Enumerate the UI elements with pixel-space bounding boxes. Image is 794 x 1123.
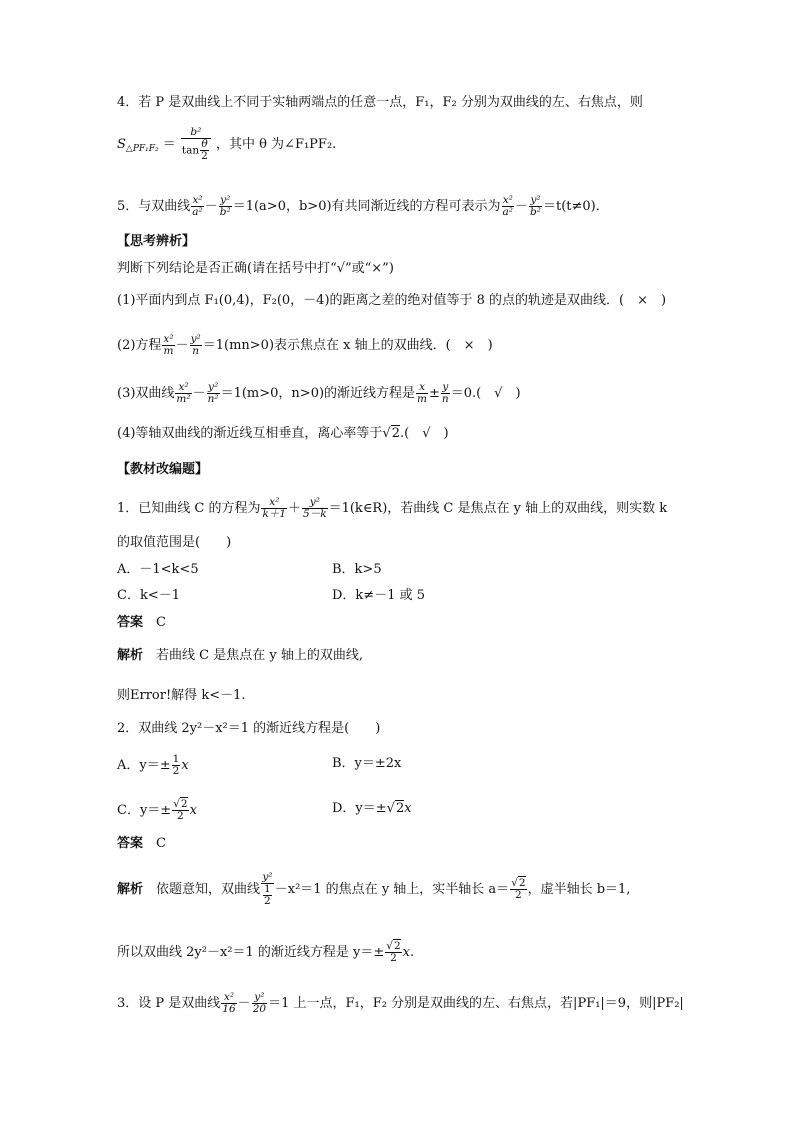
p3-tail: ＝1 上一点，F₁，F₂ 分别是双曲线的左、右焦点，若|PF₁|＝9，则|PF₂| bbox=[268, 996, 684, 1011]
sol-pre: 依题意知，双曲线 bbox=[156, 882, 261, 897]
question-3 bbox=[117, 382, 521, 405]
p2-option-d: D．y＝±√2x bbox=[332, 801, 412, 816]
q3-mid: ＝1(m>0，n>0)的渐近线方程是 bbox=[220, 386, 416, 401]
den: k＋1 bbox=[262, 508, 287, 520]
den: 5－k bbox=[303, 508, 327, 520]
area-fraction bbox=[181, 127, 211, 162]
heading-textbook: 【教材改编题】 bbox=[117, 462, 209, 477]
area-symbol: S bbox=[117, 137, 126, 152]
p1-solution bbox=[117, 646, 363, 666]
y2-over-5k bbox=[302, 497, 328, 520]
sqrt-2: 2 bbox=[391, 426, 400, 441]
p2-option-b: B．y＝±2x bbox=[332, 756, 402, 771]
sqrt-2: 2 bbox=[395, 801, 405, 816]
minus: － bbox=[515, 199, 529, 214]
den: m bbox=[163, 345, 174, 357]
item-5-mid: ＝1(a>0，b>0)有共同渐近线的方程可表示为 bbox=[232, 199, 501, 214]
den: b² bbox=[219, 206, 231, 218]
den: 2 bbox=[177, 810, 184, 822]
p2-option-a bbox=[117, 754, 189, 777]
item-5 bbox=[117, 195, 609, 218]
item-4-line1: 4．若 P 是双曲线上不同于实轴两端点的任意一点，F₁，F₂ 分别为双曲线的左、右焦点，则 bbox=[117, 95, 643, 110]
den: n bbox=[441, 393, 449, 405]
p1-option-c: C．k<－1 bbox=[117, 588, 180, 603]
answer-label: 答案 bbox=[117, 836, 144, 851]
answer-value: C bbox=[156, 615, 166, 630]
problem-3 bbox=[117, 992, 684, 1015]
sqrt-2: 2 bbox=[180, 798, 188, 810]
opt-post: x bbox=[181, 758, 189, 773]
num: y² bbox=[252, 992, 267, 1004]
den: m bbox=[417, 393, 428, 405]
half bbox=[262, 884, 273, 907]
sqrt2-over-2: $\frac{√2}{2}$ bbox=[173, 798, 188, 822]
den: 16 bbox=[222, 1003, 236, 1015]
num: y² bbox=[262, 871, 273, 883]
heading-think: 【思考辨析】 bbox=[117, 234, 196, 249]
p1-answer bbox=[117, 613, 166, 633]
num: x² bbox=[192, 194, 203, 206]
q4-pre: (4)等轴双曲线的渐近线互相垂直，离心率等于 bbox=[117, 426, 383, 441]
one-half bbox=[172, 754, 181, 777]
y2-over-b2 bbox=[219, 195, 232, 218]
sol-mid: －x²＝1 的焦点在 y 轴上，实半轴长 a＝ bbox=[274, 882, 510, 897]
opt-pre: C．y＝± bbox=[117, 803, 172, 818]
plus: ＋ bbox=[288, 501, 302, 516]
x-over-m bbox=[416, 382, 428, 405]
den: a² bbox=[502, 206, 514, 218]
sol2-post: x. bbox=[402, 945, 415, 960]
sqrt2-over-2: $\frac{√2}{2}$ bbox=[386, 940, 401, 964]
num: x² bbox=[221, 992, 236, 1004]
q2-tail: ＝1(mn>0)表示焦点在 x 轴上的双曲线．( × ) bbox=[202, 338, 493, 353]
q3-pre: (3)双曲线 bbox=[117, 386, 175, 401]
num: y² bbox=[530, 194, 541, 206]
solution-label: 解析 bbox=[117, 882, 144, 897]
p1-option-b: B．k>5 bbox=[332, 562, 382, 577]
problem-1-line2: 的取值范围是( ) bbox=[117, 535, 232, 550]
problem-1 bbox=[117, 497, 667, 520]
q2-pre: (2)方程 bbox=[117, 338, 162, 353]
question-4: (4)等轴双曲线的渐近线互相垂直，离心率等于√2.( √ ) bbox=[117, 426, 449, 441]
area-denominator bbox=[181, 139, 211, 162]
minus: － bbox=[204, 199, 218, 214]
x2-over-16 bbox=[221, 992, 236, 1015]
area-subscript: △PF₁F₂ bbox=[125, 144, 159, 154]
answer-label: 答案 bbox=[117, 615, 144, 630]
y2-over-b2-b bbox=[529, 195, 542, 218]
num: x bbox=[416, 382, 428, 394]
num: 1 bbox=[172, 753, 180, 765]
den: 2 bbox=[390, 952, 397, 964]
p3-pre: 3．设 P 是双曲线 bbox=[117, 996, 221, 1011]
num: y² bbox=[208, 381, 219, 393]
x2-over-k1 bbox=[261, 497, 287, 520]
num: x² bbox=[261, 497, 287, 509]
num: x² bbox=[502, 194, 513, 206]
num: 1 bbox=[264, 883, 271, 895]
den: n² bbox=[207, 393, 219, 405]
item-5-tail: ＝t(t≠0)． bbox=[542, 199, 609, 214]
item-4-tail: ，其中 θ 为∠F₁PF₂. bbox=[215, 137, 337, 152]
p2-option-c bbox=[117, 799, 197, 822]
solution-label: 解析 bbox=[117, 648, 144, 663]
equals: ＝ bbox=[162, 137, 176, 152]
num: x² bbox=[163, 333, 174, 345]
den: 2 bbox=[172, 765, 180, 777]
a-value: $\frac{√2}{2}$ bbox=[511, 877, 526, 901]
num: y² bbox=[220, 194, 231, 206]
item-5-pre: 5．与双曲线 bbox=[117, 199, 191, 214]
item-4-formula bbox=[117, 127, 336, 162]
p1-option-a: A．－1<k<5 bbox=[117, 562, 199, 577]
x2-over-a2-b bbox=[502, 195, 514, 218]
p1-solution-2: 则Error!解得 k<－1. bbox=[117, 688, 246, 703]
opt-pre: D．y＝± bbox=[332, 801, 387, 816]
opt-post: x bbox=[189, 803, 197, 818]
sol2-pre: 所以双曲线 2y²－x²＝1 的渐近线方程是 y＝± bbox=[117, 945, 385, 960]
y2-over-half bbox=[261, 872, 274, 907]
two: 2 bbox=[201, 150, 208, 162]
minus: － bbox=[175, 338, 189, 353]
p1-pre: 1．已知曲线 C 的方程为 bbox=[117, 501, 261, 516]
den: a² bbox=[192, 206, 203, 218]
area-numerator: b² bbox=[181, 127, 211, 139]
den: n bbox=[192, 345, 200, 357]
solution-text: 若曲线 C 是焦点在 y 轴上的双曲线, bbox=[156, 648, 363, 663]
q4-tail: .( √ ) bbox=[400, 426, 449, 441]
minus: － bbox=[237, 996, 251, 1011]
sqrt-2: 2 bbox=[393, 940, 401, 952]
question-1: (1)平面内到点 F₁(0,4)，F₂(0，－4)的距离之差的绝对值等于 8 的点的轨迹是双曲线．( × ) bbox=[117, 293, 667, 308]
plus-minus: ± bbox=[429, 386, 440, 401]
den: 2 bbox=[264, 895, 271, 907]
minus: － bbox=[192, 386, 206, 401]
p2-answer bbox=[117, 834, 166, 854]
y2-over-n2 bbox=[207, 382, 220, 405]
opt-post: x bbox=[404, 801, 412, 816]
x2-over-a2 bbox=[191, 195, 203, 218]
question-2 bbox=[117, 334, 493, 357]
y2-over-20 bbox=[252, 992, 267, 1015]
sqrt-2: 2 bbox=[518, 877, 526, 889]
tan-label: tan bbox=[181, 144, 200, 157]
y-over-n bbox=[441, 382, 450, 405]
y2-over-n bbox=[190, 334, 202, 357]
p2-solution-2 bbox=[117, 941, 414, 964]
x2-over-m2 bbox=[175, 382, 191, 405]
theta: θ bbox=[201, 138, 208, 150]
problem-2: 2．双曲线 2y²－x²＝1 的渐近线方程是( ) bbox=[117, 721, 381, 736]
theta-half bbox=[200, 139, 209, 162]
opt-pre: A．y＝± bbox=[117, 758, 171, 773]
p1-tail: ＝1(k∈R)，若曲线 C 是焦点在 y 轴上的双曲线，则实数 k bbox=[328, 501, 668, 516]
num: y bbox=[442, 381, 449, 393]
p2-solution bbox=[117, 872, 630, 907]
sol-post: ，虚半轴长 b＝1, bbox=[527, 882, 631, 897]
den: b² bbox=[530, 206, 541, 218]
den: m² bbox=[176, 393, 191, 405]
x2-over-m bbox=[162, 334, 174, 357]
judge-instruction: 判断下列结论是否正确(请在括号中打“√”或“×”) bbox=[117, 261, 394, 276]
num: x² bbox=[175, 382, 191, 394]
answer-value: C bbox=[156, 836, 166, 851]
num: y² bbox=[190, 333, 201, 345]
p1-option-d: D．k≠－1 或 5 bbox=[332, 588, 425, 603]
q3-tail: ＝0.( √ ) bbox=[450, 386, 521, 401]
num: y² bbox=[302, 497, 328, 509]
den: 2 bbox=[515, 889, 522, 901]
den: 20 bbox=[252, 1003, 267, 1015]
